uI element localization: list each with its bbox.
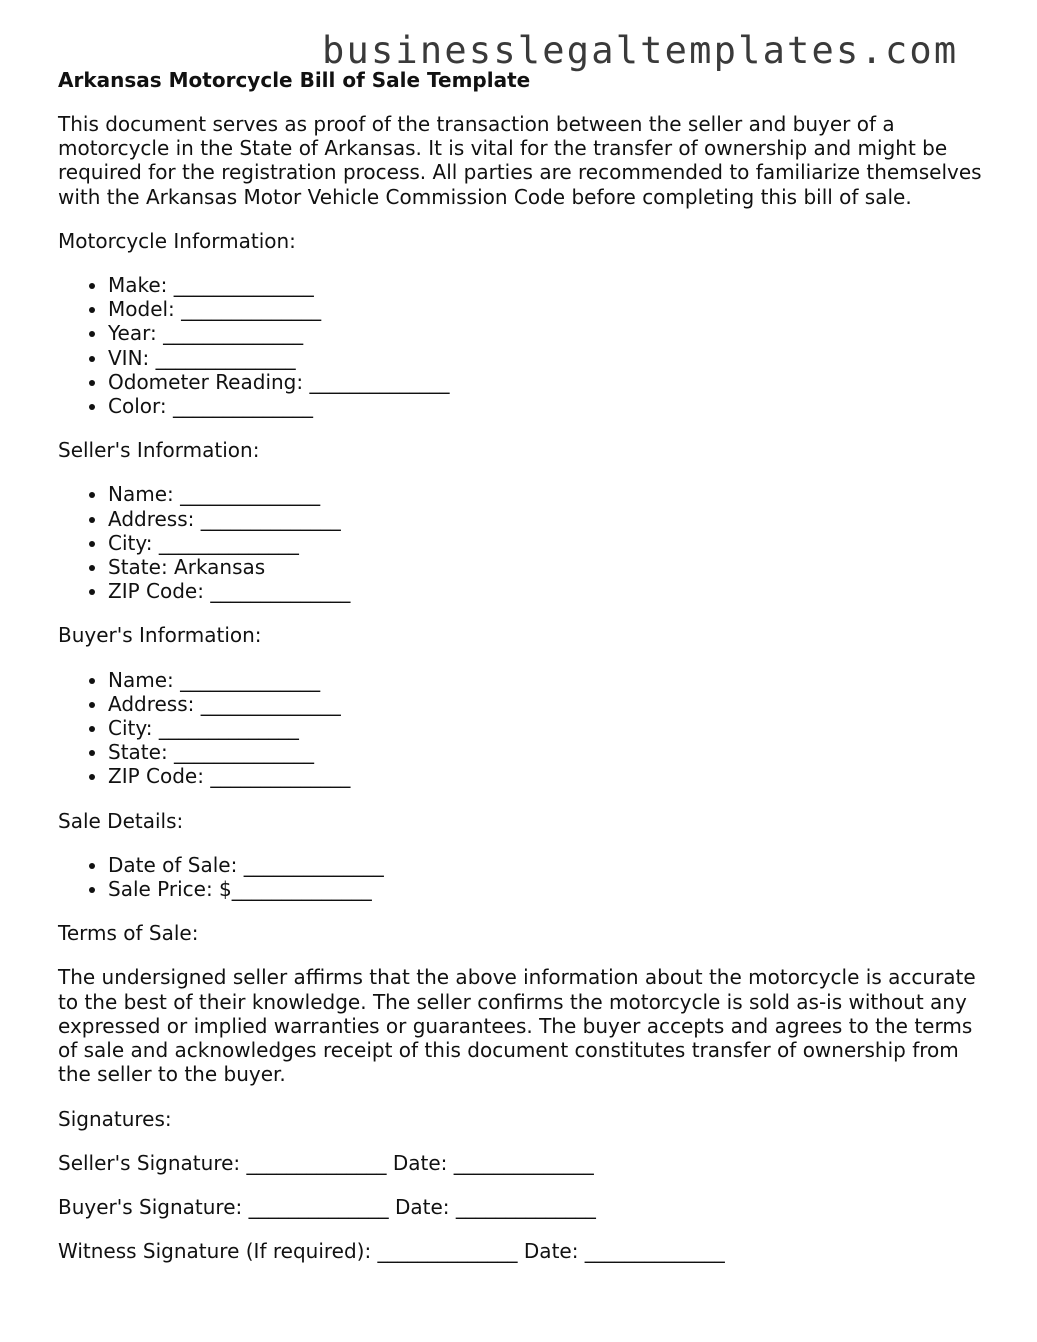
signatures-heading: Signatures:	[58, 1106, 172, 1131]
list-item: • Address: ______________	[108, 692, 993, 716]
list-item: • Name: ______________	[108, 482, 993, 506]
seller-heading: Seller's Information:	[58, 438, 260, 463]
list-item: • VIN: ______________	[108, 346, 993, 370]
list-item: • ZIP Code: ______________	[108, 764, 993, 788]
document-body	[58, 68, 993, 1263]
document-title: Arkansas Motorcycle Bill of Sale Template	[58, 68, 531, 92]
terms-heading: Terms of Sale:	[58, 921, 199, 946]
buyer-heading: Buyer's Information:	[58, 623, 262, 648]
buyer-signature-line: Buyer's Signature: ______________ Date: ______________	[58, 1194, 596, 1219]
list-item: • Model: ______________	[108, 297, 993, 321]
list-item: • City: ______________	[108, 716, 993, 740]
terms-paragraph: The undersigned seller affirms that the above information about the motorcycle is accurate to the best of their knowledge. The seller confirms the motorcycle is sold as-is without any expressed or implied warranties or guarantees. The buyer accepts and agrees to the terms of sale and acknowledges receipt of this document constitutes transfer of ownership from the seller to the buyer.	[58, 965, 976, 1087]
list-item: • Make: ______________	[108, 273, 993, 297]
list-item: • Sale Price: $______________	[108, 877, 993, 901]
sale-list	[58, 853, 993, 901]
list-item: • City: ______________	[108, 531, 993, 555]
buyer-list	[58, 668, 993, 789]
watermark: businesslegaltemplates.com	[322, 29, 959, 72]
list-item: • State: Arkansas	[108, 555, 993, 579]
list-item: • Date of Sale: ______________	[108, 853, 993, 877]
seller-list	[58, 482, 993, 603]
intro-paragraph: This document serves as proof of the transaction between the seller and buyer of a motorcycle in the State of Arkansas. It is vital for the transfer of ownership and might be required for the registration process. All parties are recommended to familiarize themselves with the Arkansas Motor Vehicle Commission Code before completing this bill of sale.	[58, 112, 982, 209]
list-item: • Year: ______________	[108, 321, 993, 345]
list-item: • ZIP Code: ______________	[108, 579, 993, 603]
motorcycle-heading: Motorcycle Information:	[58, 228, 296, 253]
witness-signature-line: Witness Signature (If required): ______________ Date: ______________	[58, 1239, 725, 1264]
sale-heading: Sale Details:	[58, 808, 184, 833]
motorcycle-list	[58, 273, 993, 418]
list-item: • State: ______________	[108, 740, 993, 764]
list-item: • Odometer Reading: ______________	[108, 370, 993, 394]
seller-signature-line: Seller's Signature: ______________ Date: ______________	[58, 1150, 594, 1175]
list-item: • Color: ______________	[108, 394, 993, 418]
list-item: • Address: ______________	[108, 507, 993, 531]
list-item: • Name: ______________	[108, 668, 993, 692]
